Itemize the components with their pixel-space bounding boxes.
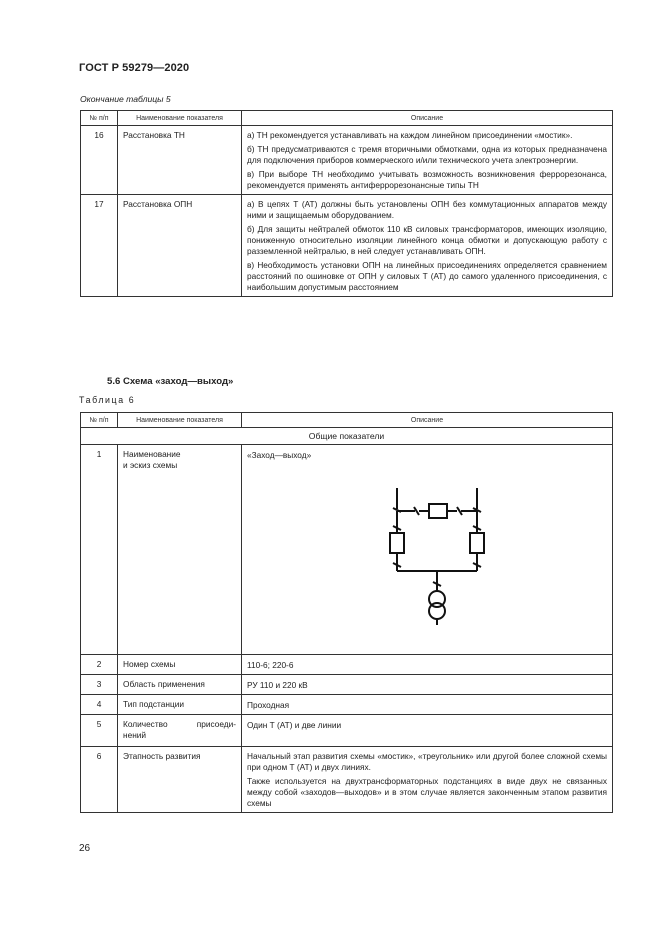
desc-item: а) В цепях Т (АТ) должны быть установлены ОПН без коммутационных аппаратов между ними и защищаемым оборудованием. (247, 199, 607, 220)
row-name: Тип подстанции (118, 695, 242, 715)
row-number: 17 (81, 195, 118, 297)
section-title: 5.6 Схема «заход—выход» (107, 376, 234, 387)
col-header-desc: Описание (242, 413, 613, 428)
table5-caption: Окончание таблицы 5 (80, 94, 171, 104)
row-number: 1 (81, 445, 118, 655)
row-number: 16 (81, 126, 118, 195)
row-description: РУ 110 и 220 кВ (242, 675, 613, 695)
table-header-row (81, 413, 613, 428)
scheme-name: «Заход—выход» (247, 450, 312, 460)
row-name-line: Количество присоеди- (123, 719, 236, 729)
row-description (242, 195, 613, 297)
row-name-line: и эскиз схемы (123, 460, 178, 470)
row-number: 3 (81, 675, 118, 695)
table-row (81, 445, 613, 655)
desc-item: в) Необходимость установки ОПН на линейных присоединениях определяется сравнением расстояний по ошиновке от ОПН у силовых Т (АТ) до самого удаленного присоединения, с наибольшим допустимым расстоянием (247, 260, 607, 292)
group-row (81, 428, 613, 445)
table-row (81, 195, 613, 297)
desc-item: б) ТН предусматриваются с тремя вторичными обмотками, одна из которых предназначена для подключения приборов коммерческого и/или технического учета электроэнергии. (247, 144, 607, 165)
row-name (118, 715, 242, 747)
row-name: Область применения (118, 675, 242, 695)
table-row (81, 715, 613, 747)
table6-label: Таблица 6 (79, 395, 136, 405)
row-description: Проходная (242, 695, 613, 715)
col-header-name: Наименование показателя (118, 413, 242, 428)
table-5 (80, 110, 613, 297)
row-number: 5 (81, 715, 118, 747)
row-name: Расстановка ОПН (118, 195, 242, 297)
row-name: Расстановка ТН (118, 126, 242, 195)
desc-item: Также используется на двухтрансформаторных подстанциях в виде двух не связанных между собой «заходов—выходов» и в этом случае является законченным этапом развития схемы (247, 776, 607, 808)
desc-item: в) При выборе ТН необходимо учитывать возможность возникновения феррорезонанса, рекомендуется применять антиферрорезонансные типы ТН (247, 169, 607, 190)
left-line-lead (393, 488, 401, 512)
row-description (242, 747, 613, 813)
table-header-row (81, 111, 613, 126)
col-header-num: № п/п (81, 413, 118, 428)
row-number: 2 (81, 655, 118, 675)
desc-item: Начальный этап развития схемы «мостик», «треугольник» или другой более сложной схемы при одном Т (АТ) и двух линиях. (247, 751, 607, 772)
table-row (81, 655, 613, 675)
desc-item: а) ТН рекомендуется устанавливать на каждом линейном присоединении «мостик». (247, 130, 573, 140)
row-description: Один Т (АТ) и две линии (242, 715, 613, 747)
group-title: Общие показатели (81, 428, 613, 445)
row-number: 4 (81, 695, 118, 715)
document-header: ГОСТ Р 59279—2020 (79, 62, 190, 74)
row-name: Этапность развития (118, 747, 242, 813)
right-branch (470, 511, 484, 571)
scheme-sketch (377, 483, 537, 633)
bottom-bus (397, 571, 477, 591)
table-row (81, 126, 613, 195)
row-name: Номер схемы (118, 655, 242, 675)
col-header-num: № п/п (81, 111, 118, 126)
row-description (242, 126, 613, 195)
left-branch (390, 511, 404, 571)
page-number: 26 (79, 843, 91, 854)
table-row (81, 695, 613, 715)
bridge (397, 504, 477, 518)
transformer-icon (429, 591, 445, 625)
table-6 (80, 412, 613, 813)
row-name-line: Наименование (123, 449, 181, 459)
table-row (81, 675, 613, 695)
col-header-name: Наименование показателя (118, 111, 242, 126)
row-description: 110-6; 220-6 (242, 655, 613, 675)
col-header-desc: Описание (242, 111, 613, 126)
row-number: 6 (81, 747, 118, 813)
table-row (81, 747, 613, 813)
right-line-lead (473, 488, 481, 512)
row-name (118, 445, 242, 655)
desc-item: б) Для защиты нейтралей обмоток 110 кВ силовых трансформаторов, имеющих изоляцию, пониженную относительно изоляции линейного конца обмотки и допускающую работу с разземленной нейтралью, в ней следует устанавливать ОПН. (247, 224, 607, 256)
row-description (242, 445, 613, 655)
row-name-line: нений (123, 730, 147, 740)
